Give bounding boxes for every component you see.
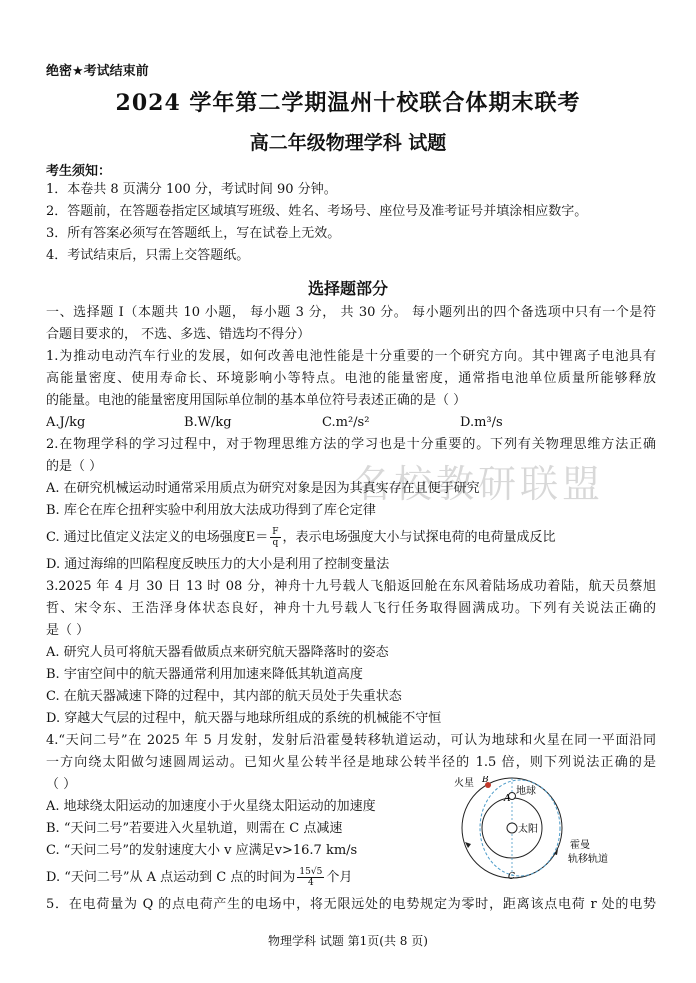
point-c-label: C	[508, 872, 515, 880]
question-4-line: 4.“天问二号”在 2025 年 5 月发射，发射后沿霍曼转移轨道运动，可认为地球和火星在同一平面沿同	[46, 733, 656, 748]
orbit-diagram	[448, 776, 658, 880]
question-4-line: （ ）	[46, 777, 77, 792]
question-5-line: 5．在电荷量为 Q 的点电荷产生的电场中，将无限远处的电势规定为零时，距离该点电荷 r 处的电势	[46, 897, 656, 912]
notice-item: 4．考试结束后，只需上交答题纸。	[46, 248, 250, 263]
sun-label: 太阳	[518, 824, 538, 835]
option-d: D. 通过海绵的凹陷程度反映压力的大小是利用了控制变量法	[46, 557, 390, 572]
question-3-line: 哲、宋令东、王浩泽身体状态良好，神舟十九号载人飞行任务取得圆满成功。下列有关说法正确的	[46, 601, 656, 616]
section-intro-line: 合题目要求的， 不选、多选、错选均不得分）	[46, 327, 311, 342]
option-c: C.m²/s²	[322, 415, 370, 430]
option-c: C. “天问二号”的发射速度大小 v 应满足v>16.7 km/s	[46, 843, 358, 858]
question-2-line: 2.在物理学科的学习过程中，对于物理思维方法的学习也是十分重要的。下列有关物理思维方法正确	[46, 437, 656, 452]
option-d: D.m³/s	[460, 415, 503, 430]
orbit-label: 霍曼	[570, 840, 590, 851]
option-a: A. 研究人员可将航天器看做质点来研究航天器降落时的姿态	[46, 645, 389, 660]
fraction: $\frac{15√5}{4}$	[299, 867, 323, 888]
fraction: $\frac{F}{q}$	[272, 527, 279, 548]
question-3-line: 是（ ）	[46, 623, 90, 638]
option-a: A.J/kg	[46, 415, 86, 430]
notice-list	[46, 179, 666, 267]
option-b: B. 宇宙空间中的航天器通常利用加速来降低其轨道高度	[46, 667, 363, 682]
exam-subtitle: 高二年级物理学科 试题	[249, 132, 447, 154]
secret-mark: 绝密★考试结束前	[46, 64, 149, 79]
section-title: 选择题部分	[307, 279, 388, 298]
notice-item: 2．答题前，在答题卷指定区域填写班级、姓名、考场号、座位号及准考证号并填涂相应数字。	[46, 204, 588, 219]
section-intro-line: 一、选择题 I（本题共 10 小题， 每小题 3 分， 共 30 分。 每小题列出的四个备选项中只有一个是符	[46, 305, 656, 320]
exam-title: 2024 学年第二学期温州十校联合体期末联考	[115, 90, 581, 116]
question-4-line: 一方向绕太阳做匀速圆周运动。已知火星公转半径是地球公转半径的 1.5 倍，则下列说法正确的是	[46, 755, 656, 770]
option-a: A. 在研究机械运动时通常采用质点为研究对象是因为其真实存在且便于研究	[46, 481, 480, 496]
mars-label: 火星	[454, 778, 474, 789]
question-2-line: 的是（ ）	[46, 459, 103, 474]
point-b-label: B	[482, 776, 489, 785]
sun-icon	[507, 823, 517, 833]
question-1-line: 1.为推动电动汽车行业的发展，如何改善电池性能是十分重要的一个研究方向。其中锂离子电池具有	[46, 349, 656, 364]
option-d: D. “天问二号”从 A 点运动到 C 点的时间为 $\frac{15√5}{4}$ 个月	[46, 867, 353, 888]
option-a: A. 地球绕太阳运动的加速度小于火星绕太阳运动的加速度	[46, 799, 376, 814]
notice-item: 1．本卷共 8 页满分 100 分，考试时间 90 分钟。	[46, 182, 337, 197]
option-b: B.W/kg	[184, 415, 232, 430]
watermark: 名校教研联盟	[352, 462, 605, 506]
question-1-options	[46, 412, 656, 434]
earth-label: 地球	[516, 786, 536, 797]
point-a-label: A	[504, 794, 511, 804]
notice-heading: 考生须知：	[46, 164, 112, 179]
question-1-line: 高能量密度、使用寿命长、环境影响小等特点。电池的能量密度，通常指电池单位质量所能够释放	[46, 371, 656, 386]
question-1-line: 的能量。电池的能量密度用国际单位制的基本单位符号表述正确的是（ ）	[46, 393, 467, 408]
option-d: D. 穿越大气层的过程中，航天器与地球所组成的系统的机械能不守恒	[46, 711, 442, 726]
option-c: C. 在航天器减速下降的过程中，其内部的航天员处于失重状态	[46, 689, 402, 704]
option-b: B. 库仑在库仑扭秤实验中利用放大法成功得到了库仑定律	[46, 503, 376, 518]
question-3-line: 3.2025 年 4 月 30 日 13 时 08 分，神舟十九号载人飞船返回舱在东风着陆场成功着陆，航天员蔡旭	[46, 579, 656, 594]
orbit-label: 轨移轨道	[568, 854, 608, 865]
option-c: C. 通过比值定义法定义的电场强度E＝ $\frac{F}{q}$ ，表示电场强度大小与试探电荷的电荷量成反比	[46, 527, 556, 548]
page-footer: 物理学科 试题 第1页(共 8 页)	[268, 934, 428, 948]
option-b: B. “天问二号”若要进入火星轨道，则需在 C 点减速	[46, 821, 343, 836]
notice-item: 3．所有答案必须写在答题纸上，写在试卷上无效。	[46, 226, 341, 241]
